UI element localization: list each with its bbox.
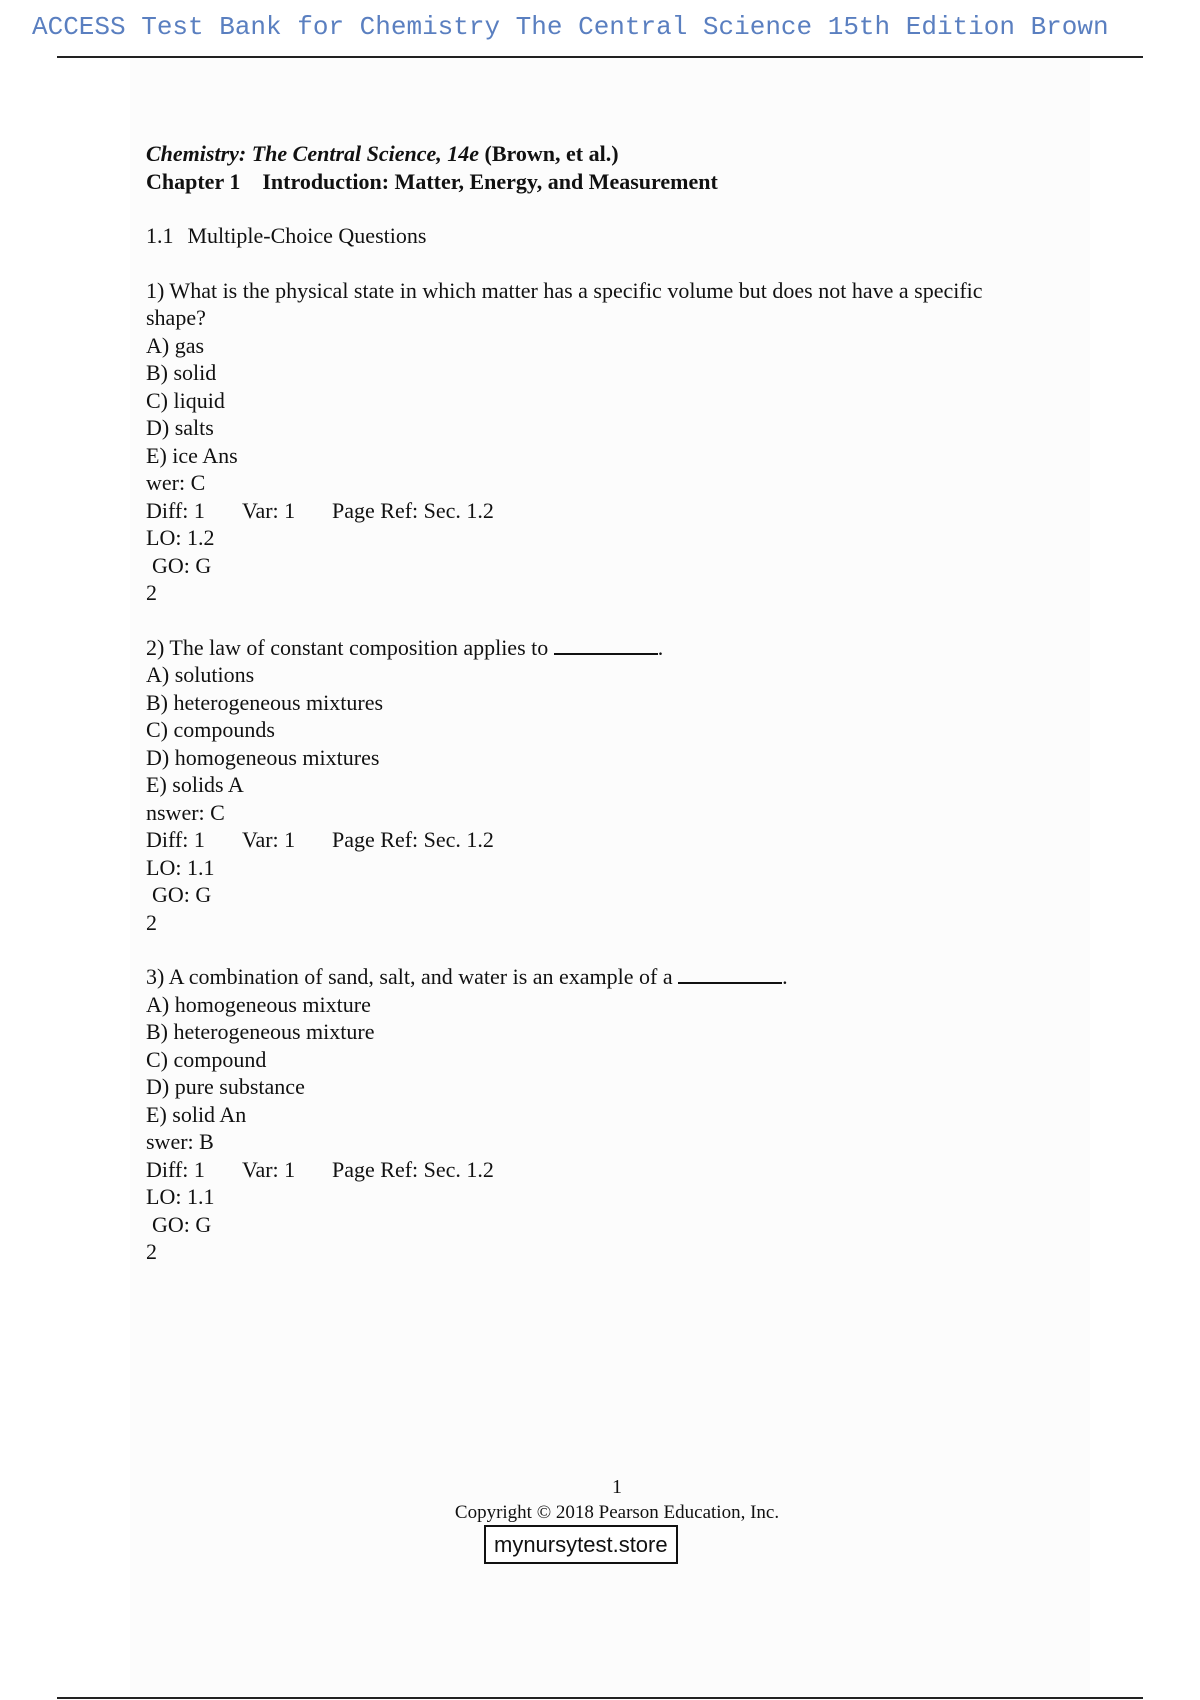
answer-option: E) ice Ans: [146, 442, 238, 468]
page-reference: Page Ref: Sec. 1.2: [332, 827, 494, 852]
top-divider: [57, 56, 1143, 58]
question-stem-end: .: [782, 964, 788, 989]
answer-line: nswer: C: [146, 799, 225, 825]
answer-line: swer: B: [146, 1129, 214, 1154]
question-2: [146, 634, 1076, 937]
answer-option: A) gas: [146, 332, 205, 358]
question-stem: 2) The law of constant composition applies to: [146, 634, 549, 660]
learning-objective: LO: 1.1: [146, 1184, 215, 1209]
answer-option: C) liquid: [146, 387, 225, 413]
global-outcome-extra: 2: [146, 580, 157, 605]
document-body: [146, 140, 1076, 1266]
global-outcome: GO: G: [152, 552, 212, 578]
section-heading: [146, 222, 1076, 250]
global-outcome: GO: G: [152, 1211, 212, 1237]
question-stem-end: .: [657, 634, 664, 660]
watermark-badge: mynursytest.store: [484, 1525, 678, 1564]
question-metadata: [146, 497, 1076, 525]
page-number: 1: [612, 1476, 622, 1498]
answer-option: D) homogeneous mixtures: [146, 744, 380, 770]
answer-line: wer: C: [146, 470, 206, 495]
variant: Var: 1: [242, 827, 296, 852]
book-title-authors: (Brown, et al.): [479, 141, 619, 166]
variant: Var: 1: [242, 1156, 296, 1182]
answer-option: A) homogeneous mixture: [146, 991, 371, 1017]
question-stem-line: [146, 963, 1076, 991]
page-reference: Page Ref: Sec. 1.2: [332, 497, 494, 523]
question-stem-line: [146, 634, 1076, 662]
answer-option: C) compound: [146, 1046, 267, 1072]
question-metadata: [146, 826, 1076, 854]
section-number: 1.1: [146, 223, 174, 248]
answer-option: E) solid An: [146, 1101, 247, 1127]
page-footer: [0, 1475, 1200, 1525]
fill-in-blank: [554, 635, 658, 655]
answer-option: D) pure substance: [146, 1074, 305, 1099]
question-stem: 3) A combination of sand, salt, and water is an example of a: [146, 964, 673, 989]
answer-option: B) heterogeneous mixtures: [146, 689, 384, 715]
section-title: Multiple-Choice Questions: [187, 223, 427, 248]
watermark-container: [484, 1525, 678, 1564]
chapter-heading: [146, 168, 1076, 196]
fill-in-blank: [678, 964, 782, 984]
answer-option: B) solid: [146, 360, 217, 385]
answer-option: D) salts: [146, 415, 214, 440]
answer-option: E) solids A: [146, 772, 244, 797]
global-outcome-extra: 2: [146, 1239, 157, 1264]
bottom-divider: [57, 1697, 1143, 1699]
book-title-italic: Chemistry: The Central Science, 14e: [146, 141, 480, 166]
difficulty: Diff: 1: [146, 827, 205, 852]
question-3: [146, 963, 1076, 1266]
variant: Var: 1: [242, 497, 296, 523]
question-stem-line: 1) What is the physical state in which matter has a specific volume but does not have a specific: [146, 277, 983, 303]
question-metadata: [146, 1156, 1076, 1184]
book-title: [146, 140, 1076, 168]
answer-option: C) compounds: [146, 717, 275, 742]
learning-objective: LO: 1.2: [146, 525, 215, 550]
question-1: [146, 277, 1076, 607]
copyright-notice: Copyright © 2018 Pearson Education, Inc.: [454, 1502, 780, 1523]
learning-objective: LO: 1.1: [146, 854, 215, 880]
global-outcome-extra: 2: [146, 909, 157, 935]
chapter-title: Introduction: Matter, Energy, and Measurement: [262, 168, 718, 194]
global-outcome: GO: G: [152, 882, 212, 907]
question-stem-line: shape?: [146, 305, 206, 330]
answer-option: A) solutions: [146, 662, 255, 687]
difficulty: Diff: 1: [146, 497, 205, 523]
difficulty: Diff: 1: [146, 1156, 205, 1182]
page-reference: Page Ref: Sec. 1.2: [332, 1156, 494, 1182]
banner-title: ACCESS Test Bank for Chemistry The Central Science 15th Edition Brown: [32, 12, 1109, 42]
answer-option: B) heterogeneous mixture: [146, 1019, 375, 1044]
chapter-number: Chapter 1: [146, 168, 241, 194]
